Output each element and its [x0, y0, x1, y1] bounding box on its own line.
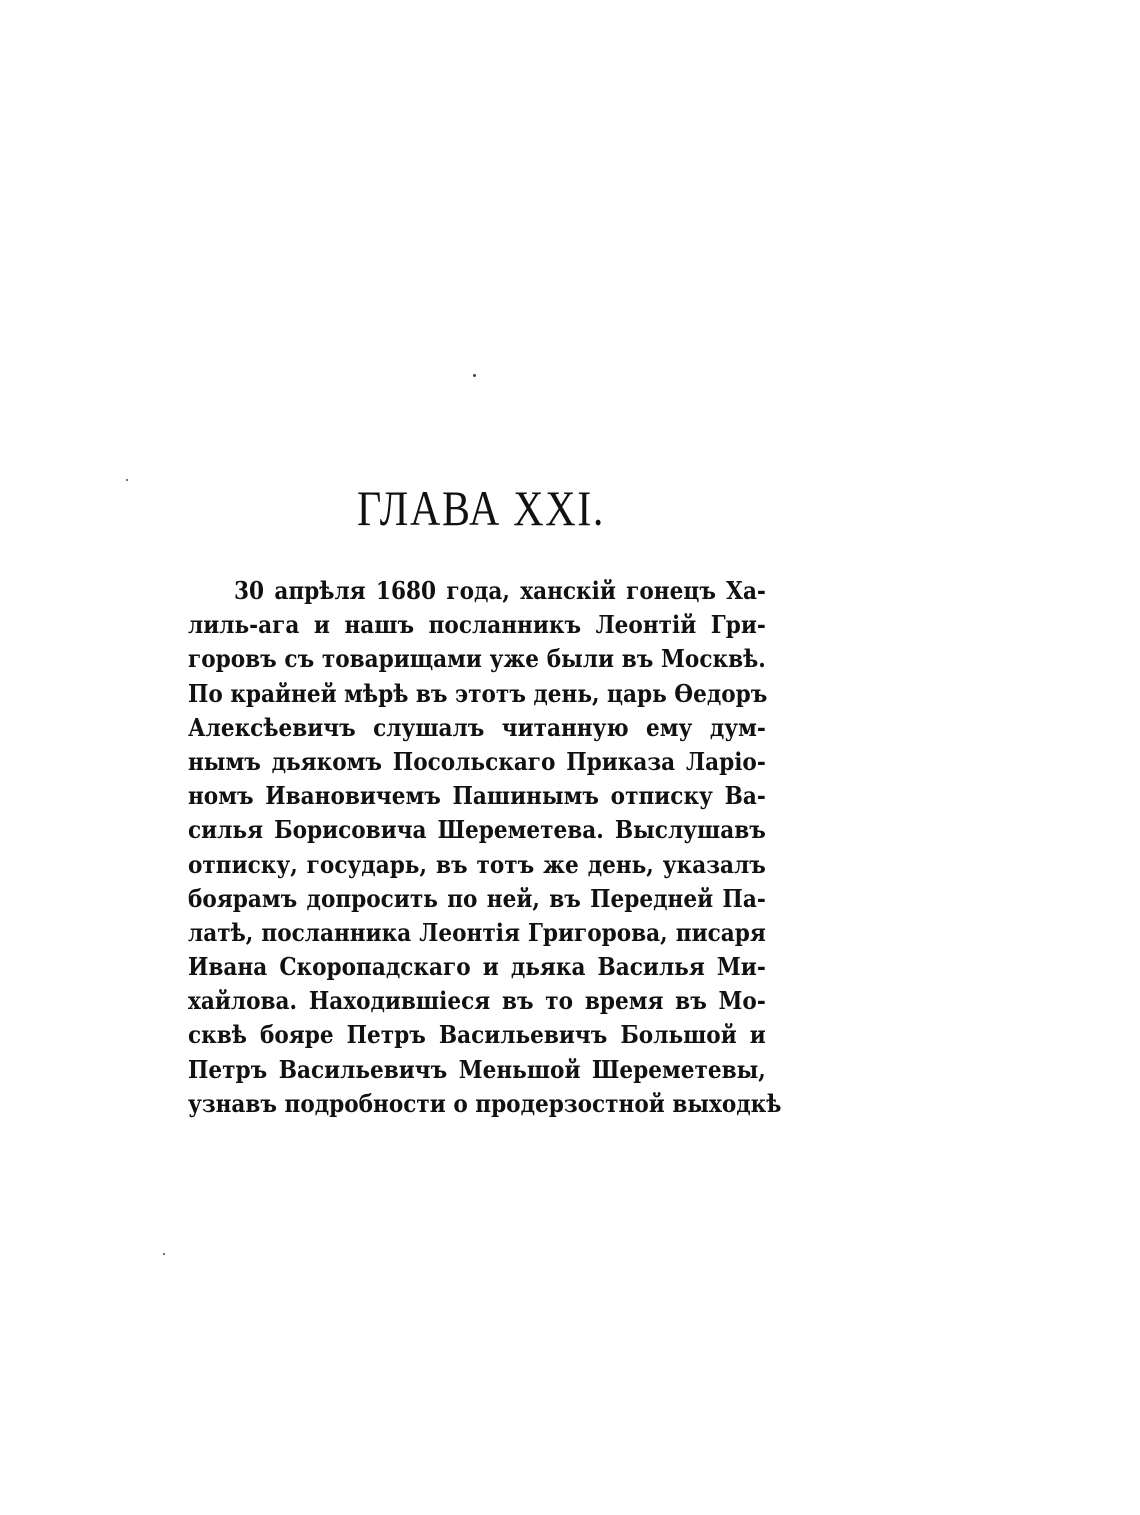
text-line: По крайней мѣрѣ въ этотъ день, царь Ѳедоръ	[188, 678, 768, 708]
page-speck	[473, 374, 476, 377]
text-line: Алексѣевичъ слушалъ читанную ему дум-	[188, 712, 766, 742]
text-line: номъ Ивановичемъ Пашинымъ отписку Ва-	[188, 781, 766, 811]
body-text	[188, 574, 782, 1121]
text-line: узнавъ подробности о продерзостной выходкѣ	[188, 1088, 782, 1118]
text-line: Ивана Скоропадскаго и дьяка Василья Ми-	[188, 952, 766, 982]
text-line: хайлова. Находившіеся въ то время въ Мо-	[188, 986, 766, 1016]
text-line: Петръ Васильевичъ Меньшой Шереметевы,	[188, 1054, 766, 1084]
text-line: отписку, государь, въ тотъ же день, указалъ	[188, 849, 766, 879]
page-speck	[126, 479, 128, 481]
page-speck	[163, 1253, 165, 1255]
text-line: нымъ дьякомъ Посольскаго Приказа Ларіо-	[188, 746, 766, 776]
text-line: силья Борисовича Шереметева. Выслушавъ	[188, 815, 766, 845]
text-line: горовъ съ товарищами уже были въ Москвѣ.	[188, 644, 766, 674]
text-line: латѣ, посланника Леонтія Григорова, писаря	[188, 917, 766, 947]
text-line: лиль-ага и нашъ посланникъ Леонтій Гри-	[188, 610, 766, 640]
text-line: боярамъ допросить по ней, въ Передней Па-	[188, 883, 766, 913]
chapter-title: ГЛАВА XXI.	[357, 480, 606, 536]
text-line: 30 апрѣля 1680 года, ханскій гонецъ Ха-	[234, 576, 766, 605]
text-line: сквѣ бояре Петръ Васильевичъ Большой и	[188, 1020, 766, 1050]
